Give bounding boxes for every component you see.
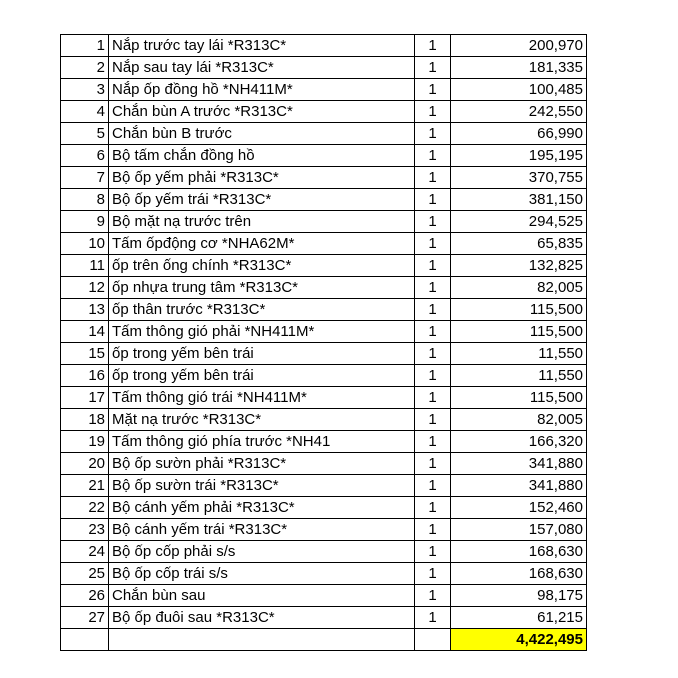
quantity-cell[interactable]: 1 [415,497,451,519]
row-number[interactable]: 6 [61,145,109,167]
table-row [61,233,587,255]
table-row [61,255,587,277]
table-row [61,453,587,475]
quantity-cell[interactable]: 1 [415,563,451,585]
part-name-cell[interactable]: Nắp ốp đồng hồ *NH411M* [109,79,415,101]
price-cell[interactable]: 341,880 [451,475,587,497]
price-cell[interactable]: 157,080 [451,519,587,541]
total-row [61,629,587,651]
total-row-name-cell [109,629,415,651]
part-name-cell[interactable]: ốp nhựa trung tâm *R313C* [109,277,415,299]
quantity-cell[interactable]: 1 [415,431,451,453]
price-cell[interactable]: 381,150 [451,189,587,211]
part-name-cell[interactable]: Tấm thông gió trái *NH411M* [109,387,415,409]
part-name-cell[interactable]: Bộ ốp yếm phải *R313C* [109,167,415,189]
price-cell[interactable]: 66,990 [451,123,587,145]
quantity-cell[interactable]: 1 [415,35,451,57]
table-row [61,585,587,607]
price-cell[interactable]: 132,825 [451,255,587,277]
row-number[interactable]: 13 [61,299,109,321]
quantity-cell[interactable]: 1 [415,519,451,541]
quantity-cell[interactable]: 1 [415,189,451,211]
row-number[interactable]: 3 [61,79,109,101]
quantity-cell[interactable]: 1 [415,167,451,189]
part-name-cell[interactable]: Bộ ốp cốp phải s/s [109,541,415,563]
price-cell[interactable]: 115,500 [451,299,587,321]
part-name-cell[interactable]: Bộ ốp đuôi sau *R313C* [109,607,415,629]
row-number[interactable]: 1 [61,35,109,57]
quantity-cell[interactable]: 1 [415,123,451,145]
row-number[interactable]: 24 [61,541,109,563]
quantity-cell[interactable]: 1 [415,277,451,299]
table-row [61,123,587,145]
part-name-cell[interactable]: Bộ ốp cốp trái s/s [109,563,415,585]
total-row-qty-cell [415,629,451,651]
row-number[interactable]: 20 [61,453,109,475]
part-name-cell[interactable]: Chắn bùn B trước [109,123,415,145]
row-number[interactable]: 17 [61,387,109,409]
price-cell[interactable]: 181,335 [451,57,587,79]
quantity-cell[interactable]: 1 [415,57,451,79]
part-name-cell[interactable]: Mặt nạ trước *R313C* [109,409,415,431]
price-cell[interactable]: 115,500 [451,321,587,343]
row-number[interactable]: 8 [61,189,109,211]
price-cell[interactable]: 166,320 [451,431,587,453]
part-name-cell[interactable]: ốp trên ống chính *R313C* [109,255,415,277]
quantity-cell[interactable]: 1 [415,365,451,387]
row-number[interactable]: 12 [61,277,109,299]
row-number[interactable]: 21 [61,475,109,497]
quantity-cell[interactable]: 1 [415,387,451,409]
table-row [61,277,587,299]
row-number[interactable]: 19 [61,431,109,453]
price-cell[interactable]: 115,500 [451,387,587,409]
quantity-cell[interactable]: 1 [415,321,451,343]
part-name-cell[interactable]: Tấm ốpđộng cơ *NHA62M* [109,233,415,255]
row-number[interactable]: 10 [61,233,109,255]
price-cell[interactable]: 294,525 [451,211,587,233]
price-cell[interactable]: 370,755 [451,167,587,189]
part-name-cell[interactable]: Chắn bùn sau [109,585,415,607]
part-name-cell[interactable]: Chắn bùn A trước *R313C* [109,101,415,123]
row-number[interactable]: 26 [61,585,109,607]
row-number[interactable]: 22 [61,497,109,519]
row-number[interactable]: 11 [61,255,109,277]
quantity-cell[interactable]: 1 [415,299,451,321]
price-cell[interactable]: 82,005 [451,277,587,299]
table-row [61,145,587,167]
table-row [61,343,587,365]
price-cell[interactable]: 242,550 [451,101,587,123]
table-row [61,299,587,321]
price-cell[interactable]: 168,630 [451,563,587,585]
price-cell[interactable]: 11,550 [451,365,587,387]
part-name-cell[interactable]: Nắp trước tay lái *R313C* [109,35,415,57]
row-number[interactable]: 15 [61,343,109,365]
total-value[interactable]: 4,422,495 [451,629,587,651]
table-row [61,57,587,79]
table-row [61,387,587,409]
part-name-cell[interactable]: Bộ cánh yếm trái *R313C* [109,519,415,541]
quantity-cell[interactable]: 1 [415,79,451,101]
table-row [61,431,587,453]
quantity-cell[interactable]: 1 [415,453,451,475]
part-name-cell[interactable]: Nắp sau tay lái *R313C* [109,57,415,79]
quantity-cell[interactable]: 1 [415,607,451,629]
part-name-cell[interactable]: ốp trong yếm bên trái [109,365,415,387]
quantity-cell[interactable]: 1 [415,343,451,365]
part-name-cell[interactable]: Bộ ốp sườn trái *R313C* [109,475,415,497]
price-cell[interactable]: 11,550 [451,343,587,365]
quantity-cell[interactable]: 1 [415,541,451,563]
table-row [61,365,587,387]
quantity-cell[interactable]: 1 [415,145,451,167]
row-number[interactable]: 16 [61,365,109,387]
quantity-cell[interactable]: 1 [415,233,451,255]
row-number[interactable]: 5 [61,123,109,145]
part-name-cell[interactable]: Bộ ốp sườn phải *R313C* [109,453,415,475]
total-row-no-cell [61,629,109,651]
row-number[interactable]: 27 [61,607,109,629]
table-row [61,409,587,431]
quantity-cell[interactable]: 1 [415,409,451,431]
row-number[interactable]: 2 [61,57,109,79]
parts-price-table [60,34,587,651]
table-row [61,541,587,563]
price-cell[interactable]: 341,880 [451,453,587,475]
row-number[interactable]: 4 [61,101,109,123]
table-row [61,563,587,585]
table-row [61,497,587,519]
price-cell[interactable]: 100,485 [451,79,587,101]
part-name-cell[interactable]: Tấm thông gió phải *NH411M* [109,321,415,343]
row-number[interactable]: 25 [61,563,109,585]
price-cell[interactable]: 200,970 [451,35,587,57]
price-cell[interactable]: 65,835 [451,233,587,255]
part-name-cell[interactable]: Bộ tấm chắn đồng hồ [109,145,415,167]
price-cell[interactable]: 152,460 [451,497,587,519]
part-name-cell[interactable]: Bộ ốp yếm trái *R313C* [109,189,415,211]
row-number[interactable]: 9 [61,211,109,233]
table-body [61,35,587,651]
table-row [61,167,587,189]
part-name-cell[interactable]: ốp thân trước *R313C* [109,299,415,321]
table-row [61,211,587,233]
row-number[interactable]: 14 [61,321,109,343]
table-row [61,475,587,497]
quantity-cell[interactable]: 1 [415,211,451,233]
row-number[interactable]: 23 [61,519,109,541]
table-row [61,101,587,123]
price-cell[interactable]: 98,175 [451,585,587,607]
part-name-cell[interactable]: ốp trong yếm bên trái [109,343,415,365]
quantity-cell[interactable]: 1 [415,255,451,277]
table-row [61,519,587,541]
part-name-cell[interactable]: Tấm thông gió phía trước *NH41 [109,431,415,453]
table-row [61,35,587,57]
price-cell[interactable]: 82,005 [451,409,587,431]
quantity-cell[interactable]: 1 [415,101,451,123]
price-cell[interactable]: 61,215 [451,607,587,629]
part-name-cell[interactable]: Bộ cánh yếm phải *R313C* [109,497,415,519]
part-name-cell[interactable]: Bộ mặt nạ trước trên [109,211,415,233]
table-row [61,189,587,211]
quantity-cell[interactable]: 1 [415,585,451,607]
row-number[interactable]: 7 [61,167,109,189]
price-cell[interactable]: 168,630 [451,541,587,563]
table-row [61,79,587,101]
table-row [61,321,587,343]
quantity-cell[interactable]: 1 [415,475,451,497]
table-row [61,607,587,629]
price-cell[interactable]: 195,195 [451,145,587,167]
row-number[interactable]: 18 [61,409,109,431]
